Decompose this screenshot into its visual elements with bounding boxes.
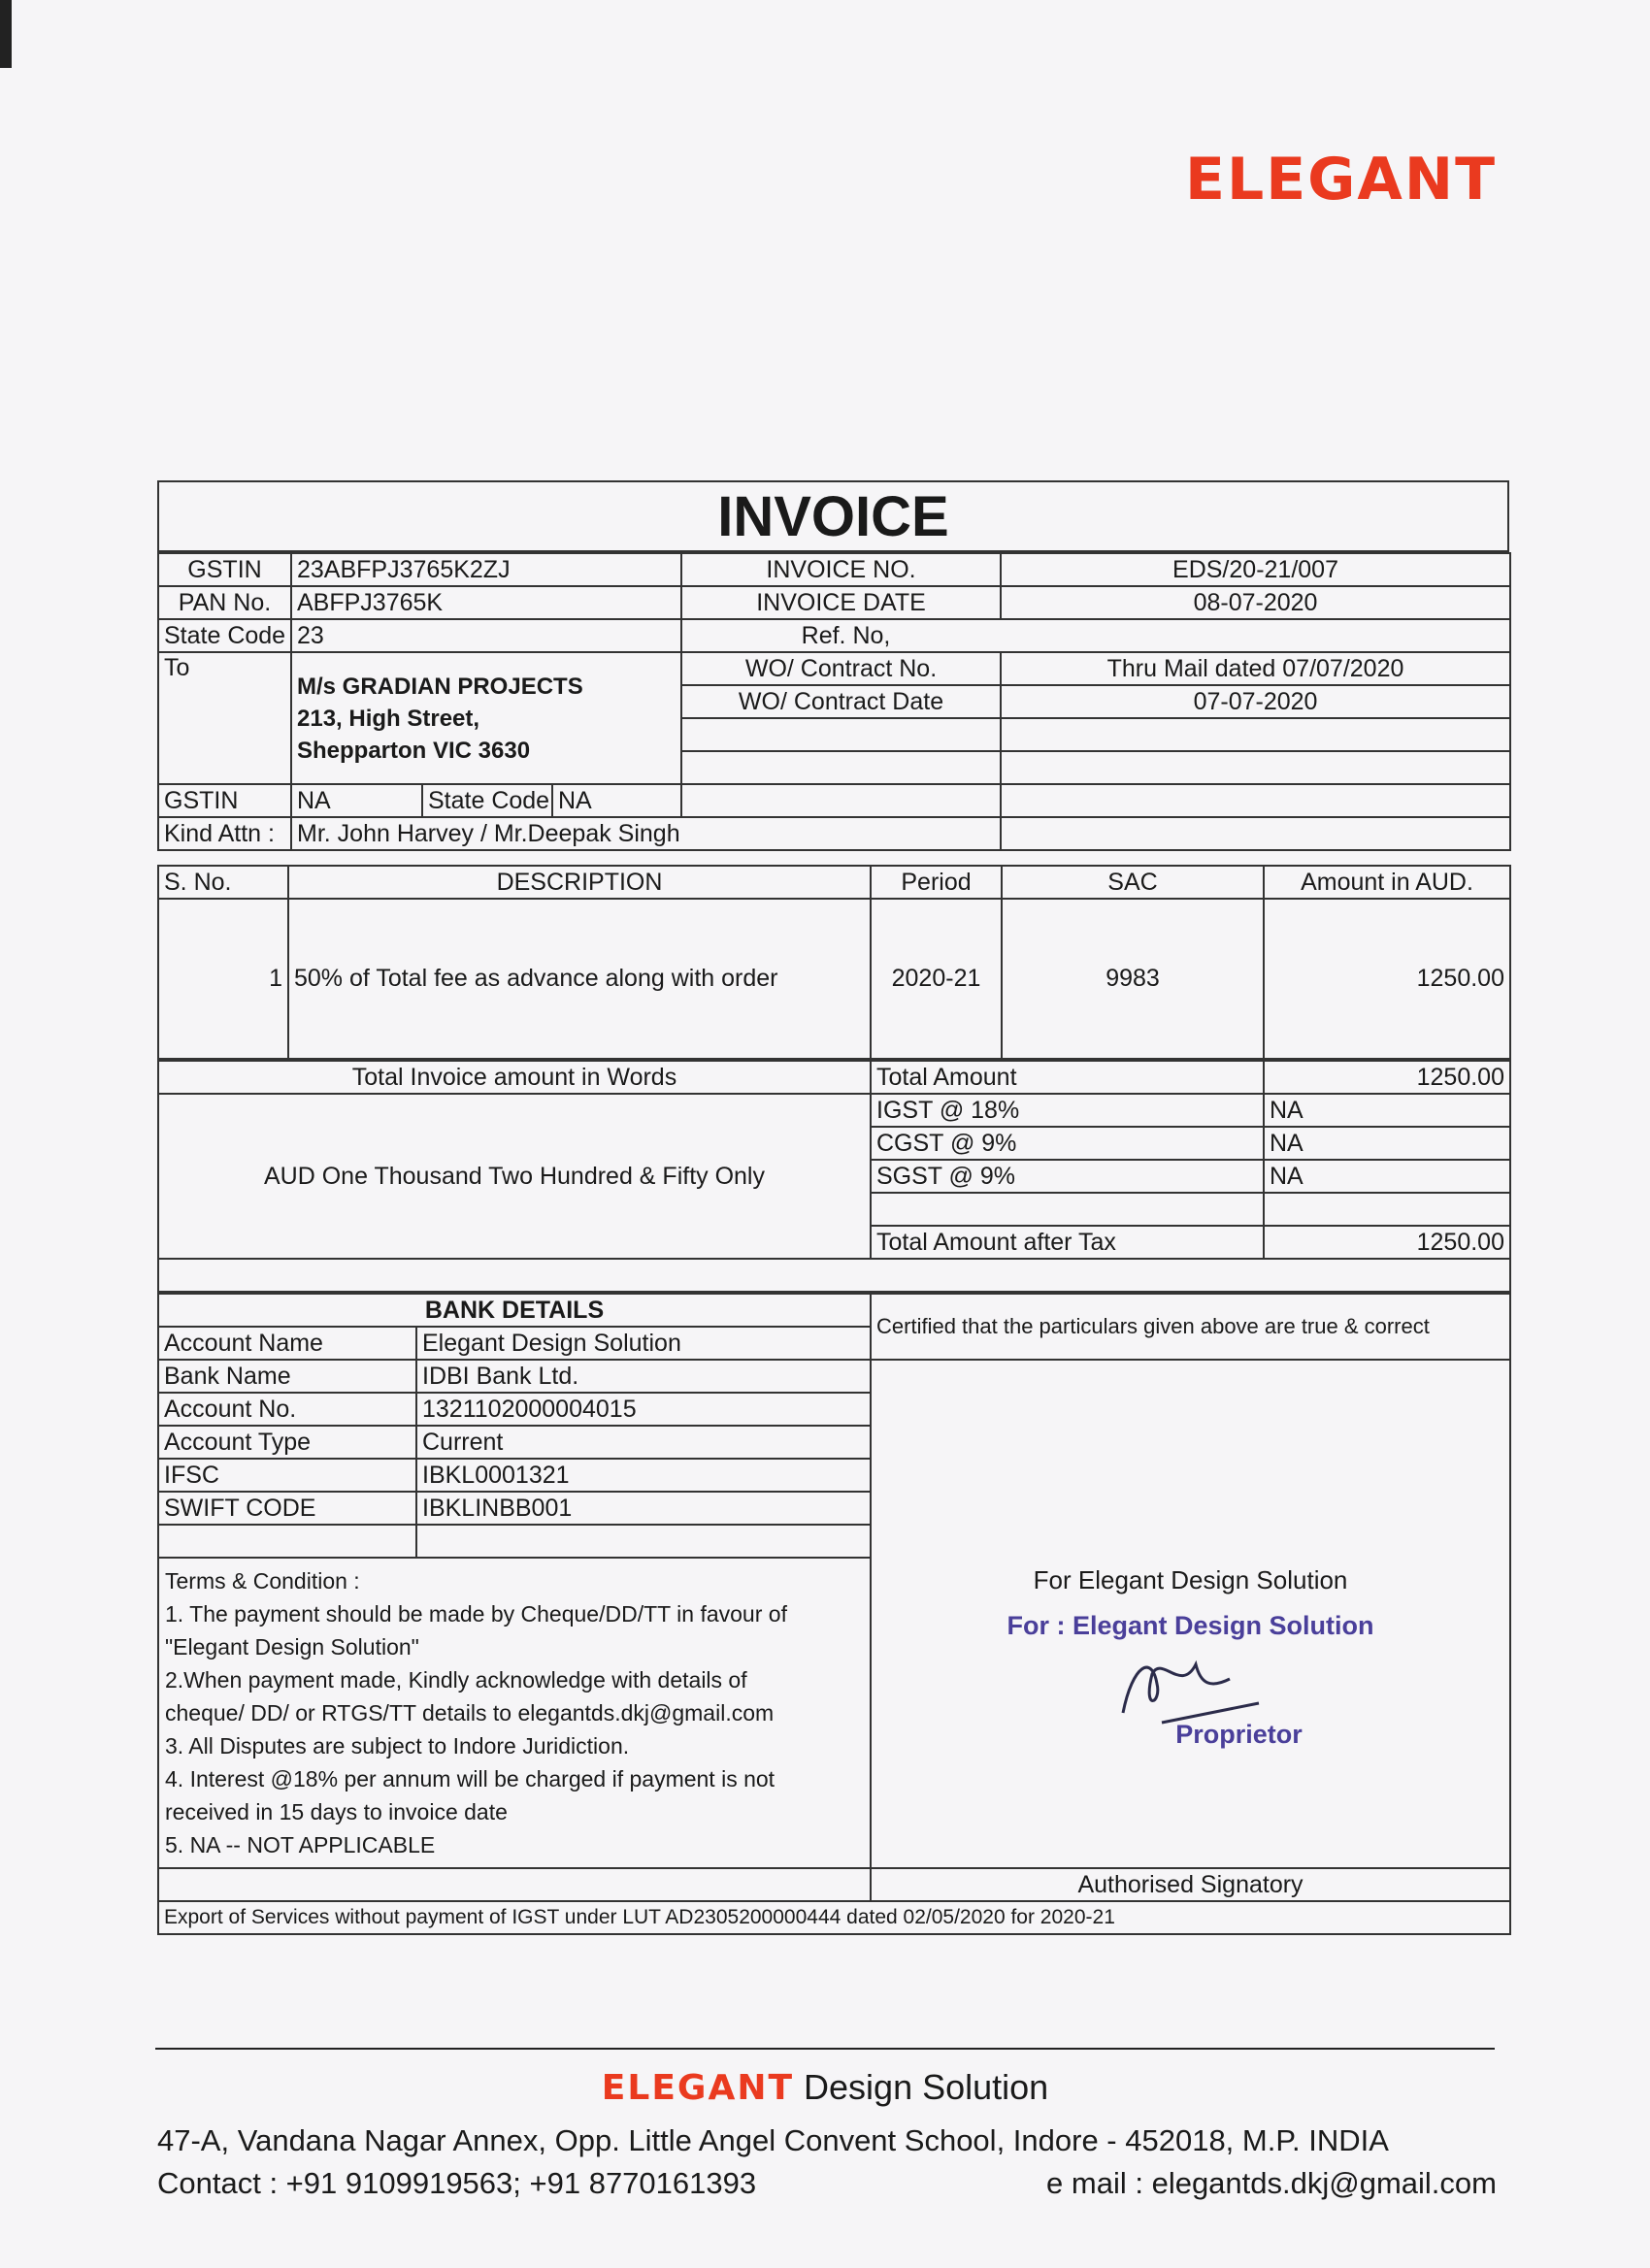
- bank-value: IDBI Bank Ltd.: [416, 1360, 871, 1393]
- for-company-line: For Elegant Design Solution: [1033, 1565, 1348, 1594]
- total-amount-label: Total Amount: [871, 1061, 1264, 1094]
- cgst-label: CGST @ 9%: [871, 1127, 1264, 1160]
- blank-cell: [871, 1193, 1264, 1226]
- bank-value: 1321102000004015: [416, 1393, 871, 1426]
- terms-line: 3. All Disputes are subject to Indore Juridiction.: [165, 1733, 630, 1759]
- bank-details-title: BANK DETAILS: [158, 1294, 871, 1327]
- wo-no-label: WO/ Contract No.: [681, 652, 1001, 685]
- invoice-title-table: [157, 480, 1509, 552]
- terms-line: 5. NA -- NOT APPLICABLE: [165, 1832, 436, 1857]
- blank-cell: [681, 718, 1001, 751]
- blank-cell: [1001, 817, 1510, 850]
- blank-cell: [681, 751, 1001, 784]
- blank-cell: [1264, 1193, 1510, 1226]
- page-title: INVOICE: [158, 481, 1508, 551]
- bank-label: Bank Name: [158, 1360, 416, 1393]
- invoice-no: EDS/20-21/007: [1001, 553, 1510, 586]
- blank-cell: [1001, 718, 1510, 751]
- blank-cell: [158, 1868, 871, 1901]
- authorised-signatory: Authorised Signatory: [871, 1868, 1510, 1901]
- pan-value: ABFPJ3765K: [291, 586, 681, 619]
- buyer-street: 213, High Street,: [297, 705, 480, 732]
- footer-brand-suffix: Design Solution: [804, 2067, 1049, 2107]
- terms-line: 4. Interest @18% per annum will be charged if payment is not: [165, 1766, 776, 1791]
- items-table: [157, 865, 1511, 1060]
- terms-conditions: [158, 1558, 871, 1868]
- col-header-amount: Amount in AUD.: [1264, 866, 1510, 899]
- footer-logo: ELEGANT: [601, 2068, 795, 2108]
- totals-table: [157, 1060, 1511, 1293]
- wo-no: Thru Mail dated 07/07/2020: [1001, 652, 1510, 685]
- sgst-value: NA: [1264, 1160, 1510, 1193]
- seller-gstin-label: GSTIN: [158, 553, 291, 586]
- amount-in-words: AUD One Thousand Two Hundred & Fifty Only: [158, 1094, 871, 1259]
- scan-edge-mark: [0, 0, 12, 68]
- terms-title: Terms & Condition :: [165, 1568, 360, 1594]
- bank-value: Current: [416, 1426, 871, 1459]
- bank-label: SWIFT CODE: [158, 1492, 416, 1525]
- signature-box: [871, 1360, 1510, 1868]
- bank-cert-table: [157, 1293, 1511, 1935]
- col-header-description: DESCRIPTION: [288, 866, 871, 899]
- ref-no-label: Ref. No,: [681, 619, 1510, 652]
- total-amount: 1250.00: [1264, 1061, 1510, 1094]
- terms-line: received in 15 days to invoice date: [165, 1799, 508, 1824]
- item-sno: 1: [158, 899, 288, 1059]
- footer-email: e mail : elegantds.dkj@gmail.com: [1046, 2166, 1497, 2200]
- col-header-sac: SAC: [1002, 866, 1264, 899]
- to-label: To: [158, 652, 291, 784]
- attn-label: Kind Attn :: [158, 817, 291, 850]
- seller-gstin: 23ABFPJ3765K2ZJ: [291, 553, 681, 586]
- invoice-form: [157, 480, 1509, 1935]
- wo-date-label: WO/ Contract Date: [681, 685, 1001, 718]
- buyer-gstin-row: [291, 784, 681, 817]
- blank-cell: [1001, 751, 1510, 784]
- blank-cell: [1001, 784, 1510, 817]
- attn-value: Mr. John Harvey / Mr.Deepak Singh: [291, 817, 1001, 850]
- after-tax-label: Total Amount after Tax: [871, 1226, 1264, 1259]
- item-description: 50% of Total fee as advance along with order: [288, 899, 871, 1059]
- footer-divider: [155, 2048, 1495, 2050]
- invoice-date: 08-07-2020: [1001, 586, 1510, 619]
- bank-label: IFSC: [158, 1459, 416, 1492]
- bank-value: IBKL0001321: [416, 1459, 871, 1492]
- buyer-state-code: NA: [558, 786, 592, 814]
- terms-line: cheque/ DD/ or RTGS/TT details to elegantds.dkj@gmail.com: [165, 1700, 775, 1726]
- words-label: Total Invoice amount in Words: [158, 1061, 871, 1094]
- blank-row: [158, 1259, 1510, 1292]
- invoice-no-label: INVOICE NO.: [681, 553, 1001, 586]
- export-note: Export of Services without payment of IGST under LUT AD2305200000444 dated 02/05/2020 for 2020-21: [158, 1901, 1510, 1934]
- pan-label: PAN No.: [158, 586, 291, 619]
- item-period: 2020-21: [871, 899, 1002, 1059]
- footer-brand: [0, 2067, 1650, 2108]
- wo-date: 07-07-2020: [1001, 685, 1510, 718]
- igst-label: IGST @ 18%: [871, 1094, 1264, 1127]
- table-row: [158, 899, 1510, 1059]
- buyer-state-code-label: State Code: [422, 785, 552, 816]
- buyer-name: M/s GRADIAN PROJECTS: [297, 673, 583, 700]
- state-code-label: State Code: [158, 619, 291, 652]
- footer-address: 47-A, Vandana Nagar Annex, Opp. Little Angel Convent School, Indore - 452018, M.P. INDIA: [157, 2123, 1389, 2157]
- buyer-city: Shepparton VIC 3630: [297, 737, 531, 764]
- party-details-table: [157, 552, 1511, 851]
- company-stamp: For : Elegant Design Solution: [1006, 1611, 1374, 1640]
- proprietor-stamp: Proprietor: [1175, 1720, 1303, 1749]
- bank-value: Elegant Design Solution: [416, 1327, 871, 1360]
- bank-label: Account No.: [158, 1393, 416, 1426]
- buyer-address: [291, 652, 681, 784]
- col-header-period: Period: [871, 866, 1002, 899]
- buyer-gstin: NA: [292, 785, 422, 816]
- brand-logo: ELEGANT: [1184, 146, 1497, 214]
- footer-phone: Contact : +91 9109919563; +91 8770161393: [157, 2166, 757, 2200]
- terms-line: 1. The payment should be made by Cheque/DD/TT in favour of: [165, 1601, 787, 1627]
- invoice-date-label: INVOICE DATE: [681, 586, 1001, 619]
- item-sac: 9983: [1002, 899, 1264, 1059]
- after-tax-amount: 1250.00: [1264, 1226, 1510, 1259]
- buyer-gstin-label: GSTIN: [158, 784, 291, 817]
- terms-line: "Elegant Design Solution": [165, 1634, 419, 1660]
- certification-text: Certified that the particulars given above are true & correct: [871, 1294, 1510, 1360]
- footer-contact-row: [157, 2166, 1497, 2201]
- bank-label: Account Name: [158, 1327, 416, 1360]
- sgst-label: SGST @ 9%: [871, 1160, 1264, 1193]
- bank-value: IBKLINBB001: [416, 1492, 871, 1525]
- blank-cell: [681, 784, 1001, 817]
- item-amount: 1250.00: [1264, 899, 1510, 1059]
- cgst-value: NA: [1264, 1127, 1510, 1160]
- terms-line: 2.When payment made, Kindly acknowledge with details of: [165, 1667, 747, 1693]
- bank-label: Account Type: [158, 1426, 416, 1459]
- blank-cell: [416, 1525, 871, 1558]
- col-header-sno: S. No.: [158, 866, 288, 899]
- igst-value: NA: [1264, 1094, 1510, 1127]
- state-code-value: 23: [291, 619, 681, 652]
- blank-cell: [158, 1525, 416, 1558]
